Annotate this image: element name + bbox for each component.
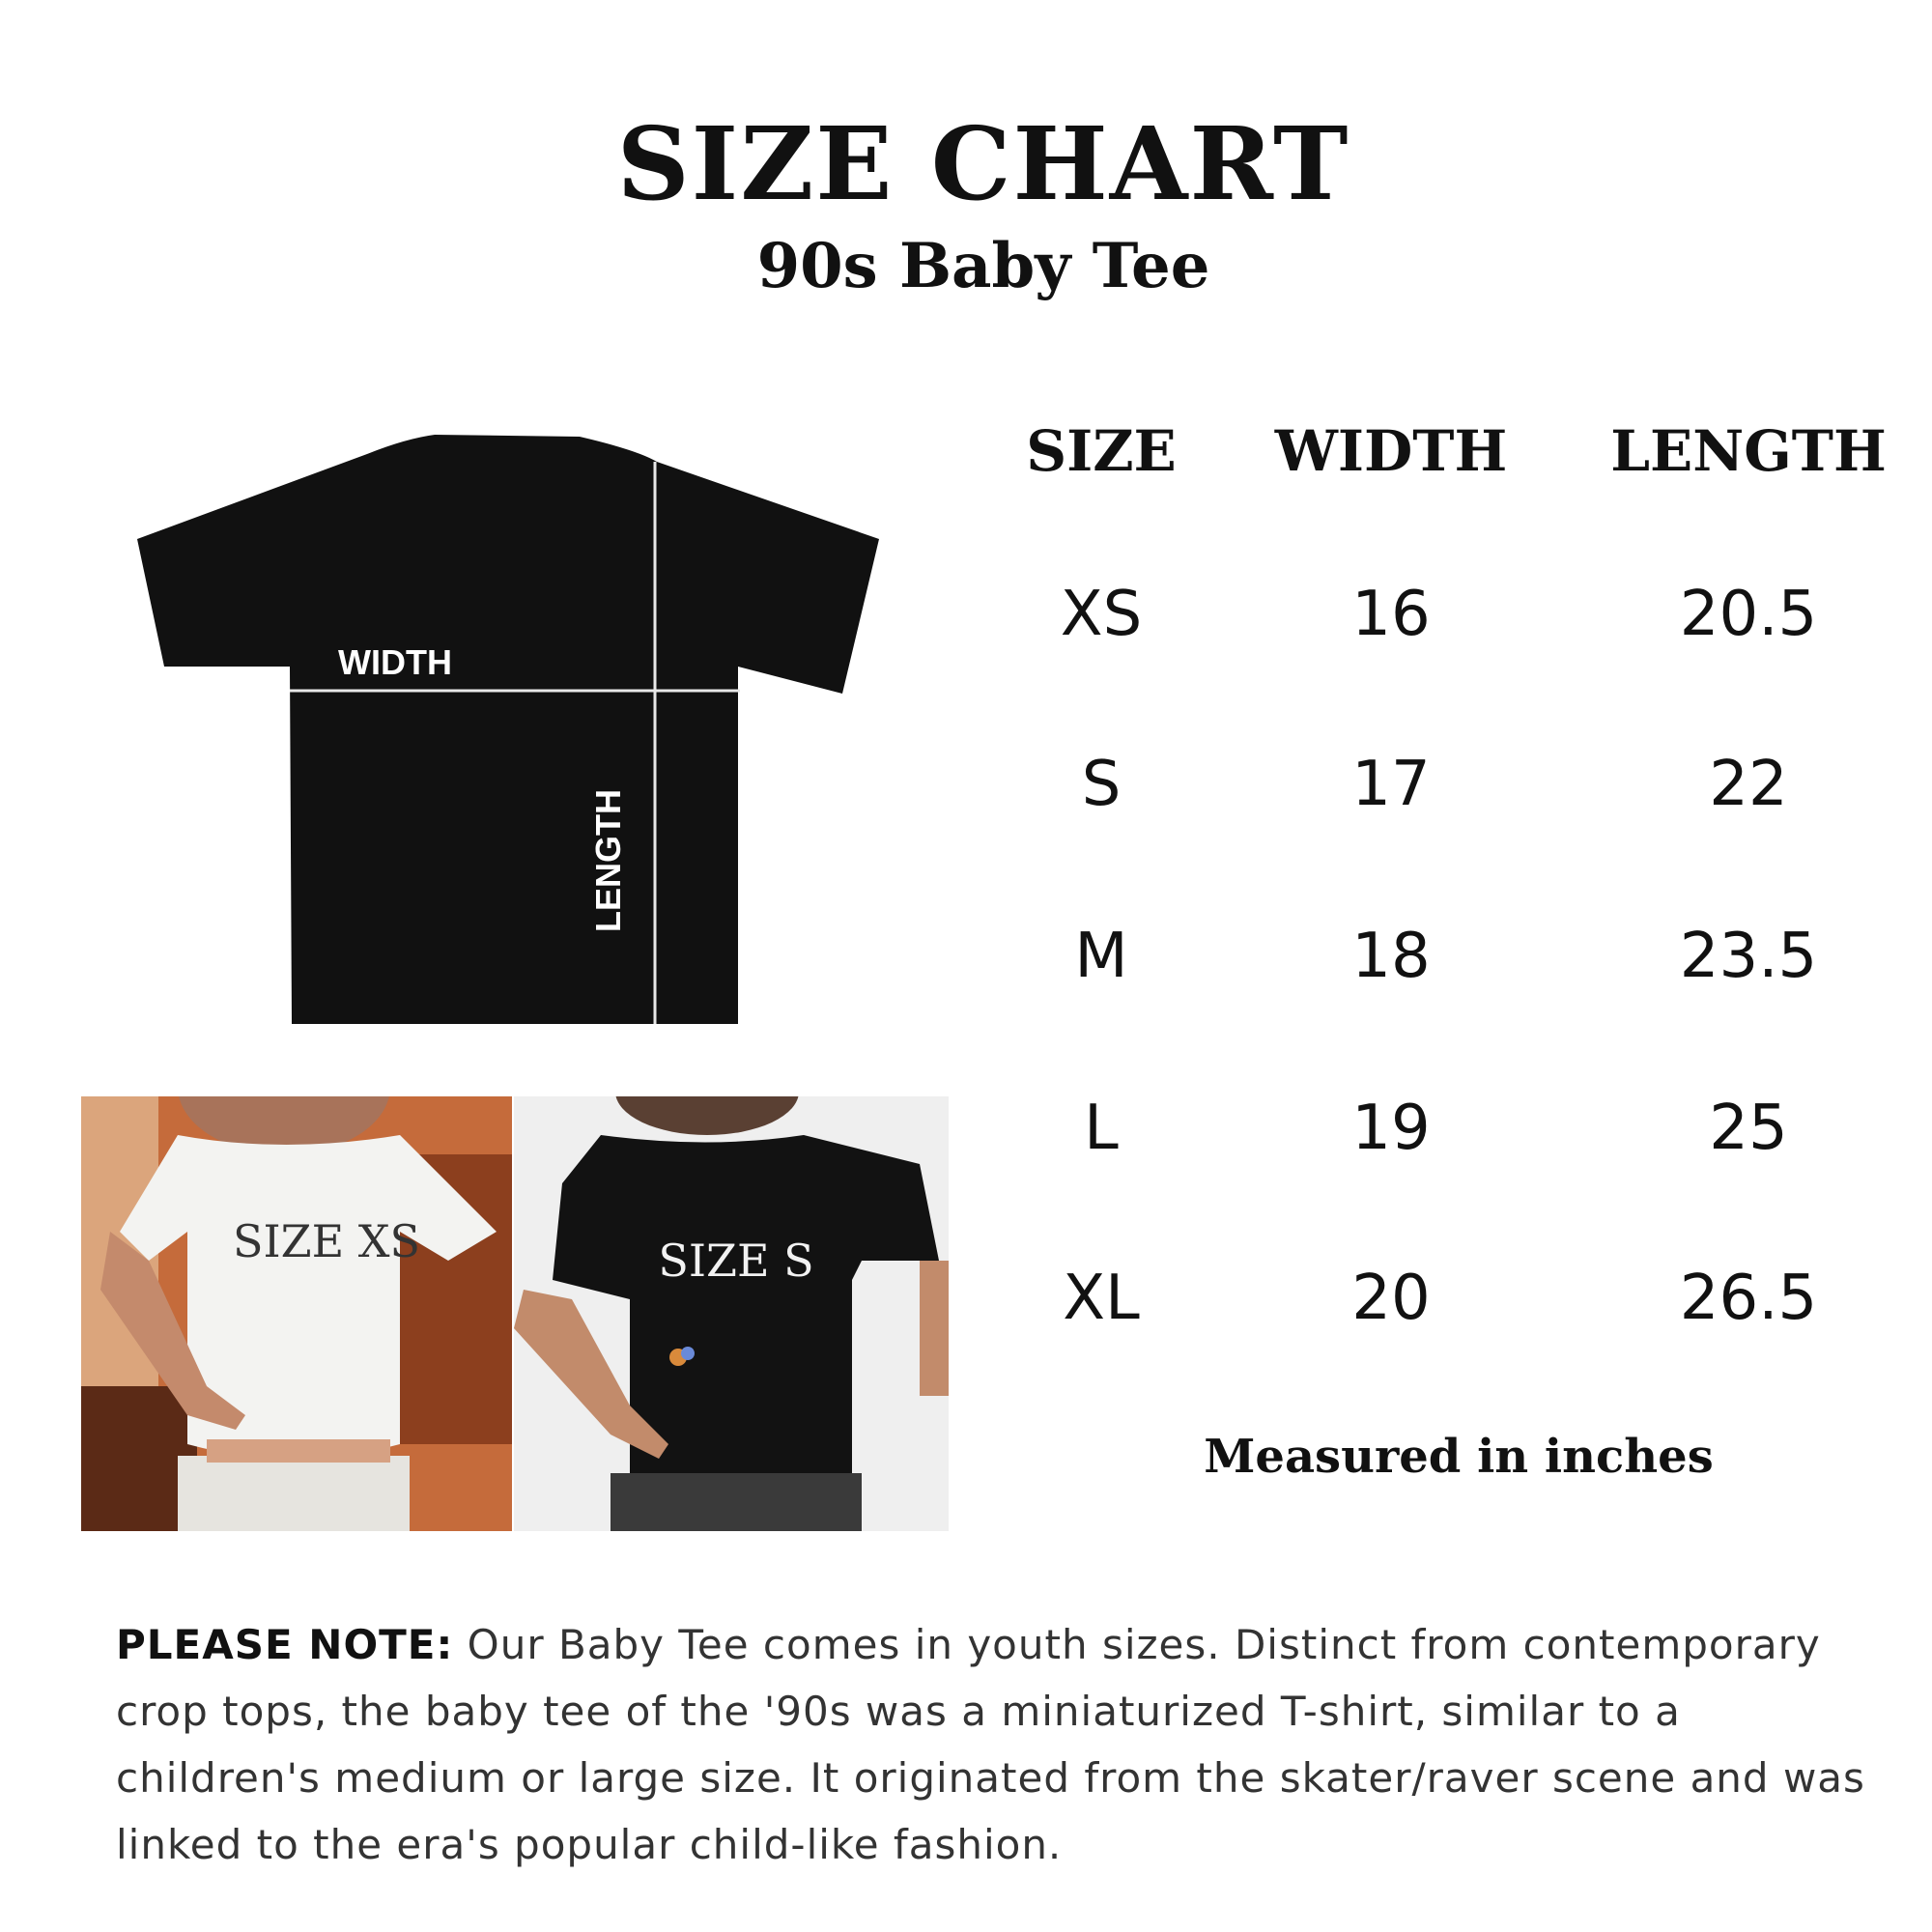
please-note-label: PLEASE NOTE: xyxy=(116,1621,454,1668)
chart-subtitle: 90s Baby Tee xyxy=(756,230,1210,302)
table-cell-width: 19 xyxy=(1351,1093,1431,1164)
table-cell-size: M xyxy=(1074,921,1128,992)
table-cell-size: S xyxy=(1081,749,1122,820)
tshirt-diagram xyxy=(126,425,889,1034)
table-cell-size: L xyxy=(1084,1093,1119,1164)
please-note-paragraph xyxy=(116,1611,1884,1878)
unit-note: Measured in inches xyxy=(1204,1430,1714,1484)
table-cell-length: 26.5 xyxy=(1679,1263,1818,1334)
width-label: WIDTH xyxy=(338,642,452,682)
table-cell-size: XS xyxy=(1060,579,1143,650)
table-cell-width: 18 xyxy=(1351,921,1431,992)
table-cell-width: 20 xyxy=(1351,1263,1431,1334)
table-cell-length: 20.5 xyxy=(1679,579,1818,650)
table-cell-length: 25 xyxy=(1709,1093,1788,1164)
table-cell-width: 16 xyxy=(1351,579,1431,650)
table-cell-width: 17 xyxy=(1351,749,1431,820)
tshirt-shape xyxy=(137,435,879,1024)
length-label: LENGTH xyxy=(588,789,628,932)
table-cell-size: XL xyxy=(1063,1263,1140,1334)
table-header-size: SIZE xyxy=(1026,418,1177,484)
photo-label-s: SIZE S xyxy=(658,1235,814,1287)
photo-label-xs: SIZE XS xyxy=(232,1215,421,1267)
table-cell-length: 23.5 xyxy=(1679,921,1818,992)
table-header-width: WIDTH xyxy=(1274,418,1508,484)
photo-size-xs xyxy=(81,1096,512,1531)
please-note-text: Our Baby Tee comes in youth sizes. Distinct from contemporary crop tops, the baby tee of the '90s was a miniaturized T-shirt, similar to a children's medium or large size. It originated from the skater/raver scene and was linked to the era's popular child-like fashion. xyxy=(116,1621,1865,1868)
table-header-length: LENGTH xyxy=(1610,418,1887,484)
table-cell-length: 22 xyxy=(1709,749,1788,820)
photo-size-s xyxy=(514,1096,949,1531)
chart-title: SIZE CHART xyxy=(616,104,1350,223)
